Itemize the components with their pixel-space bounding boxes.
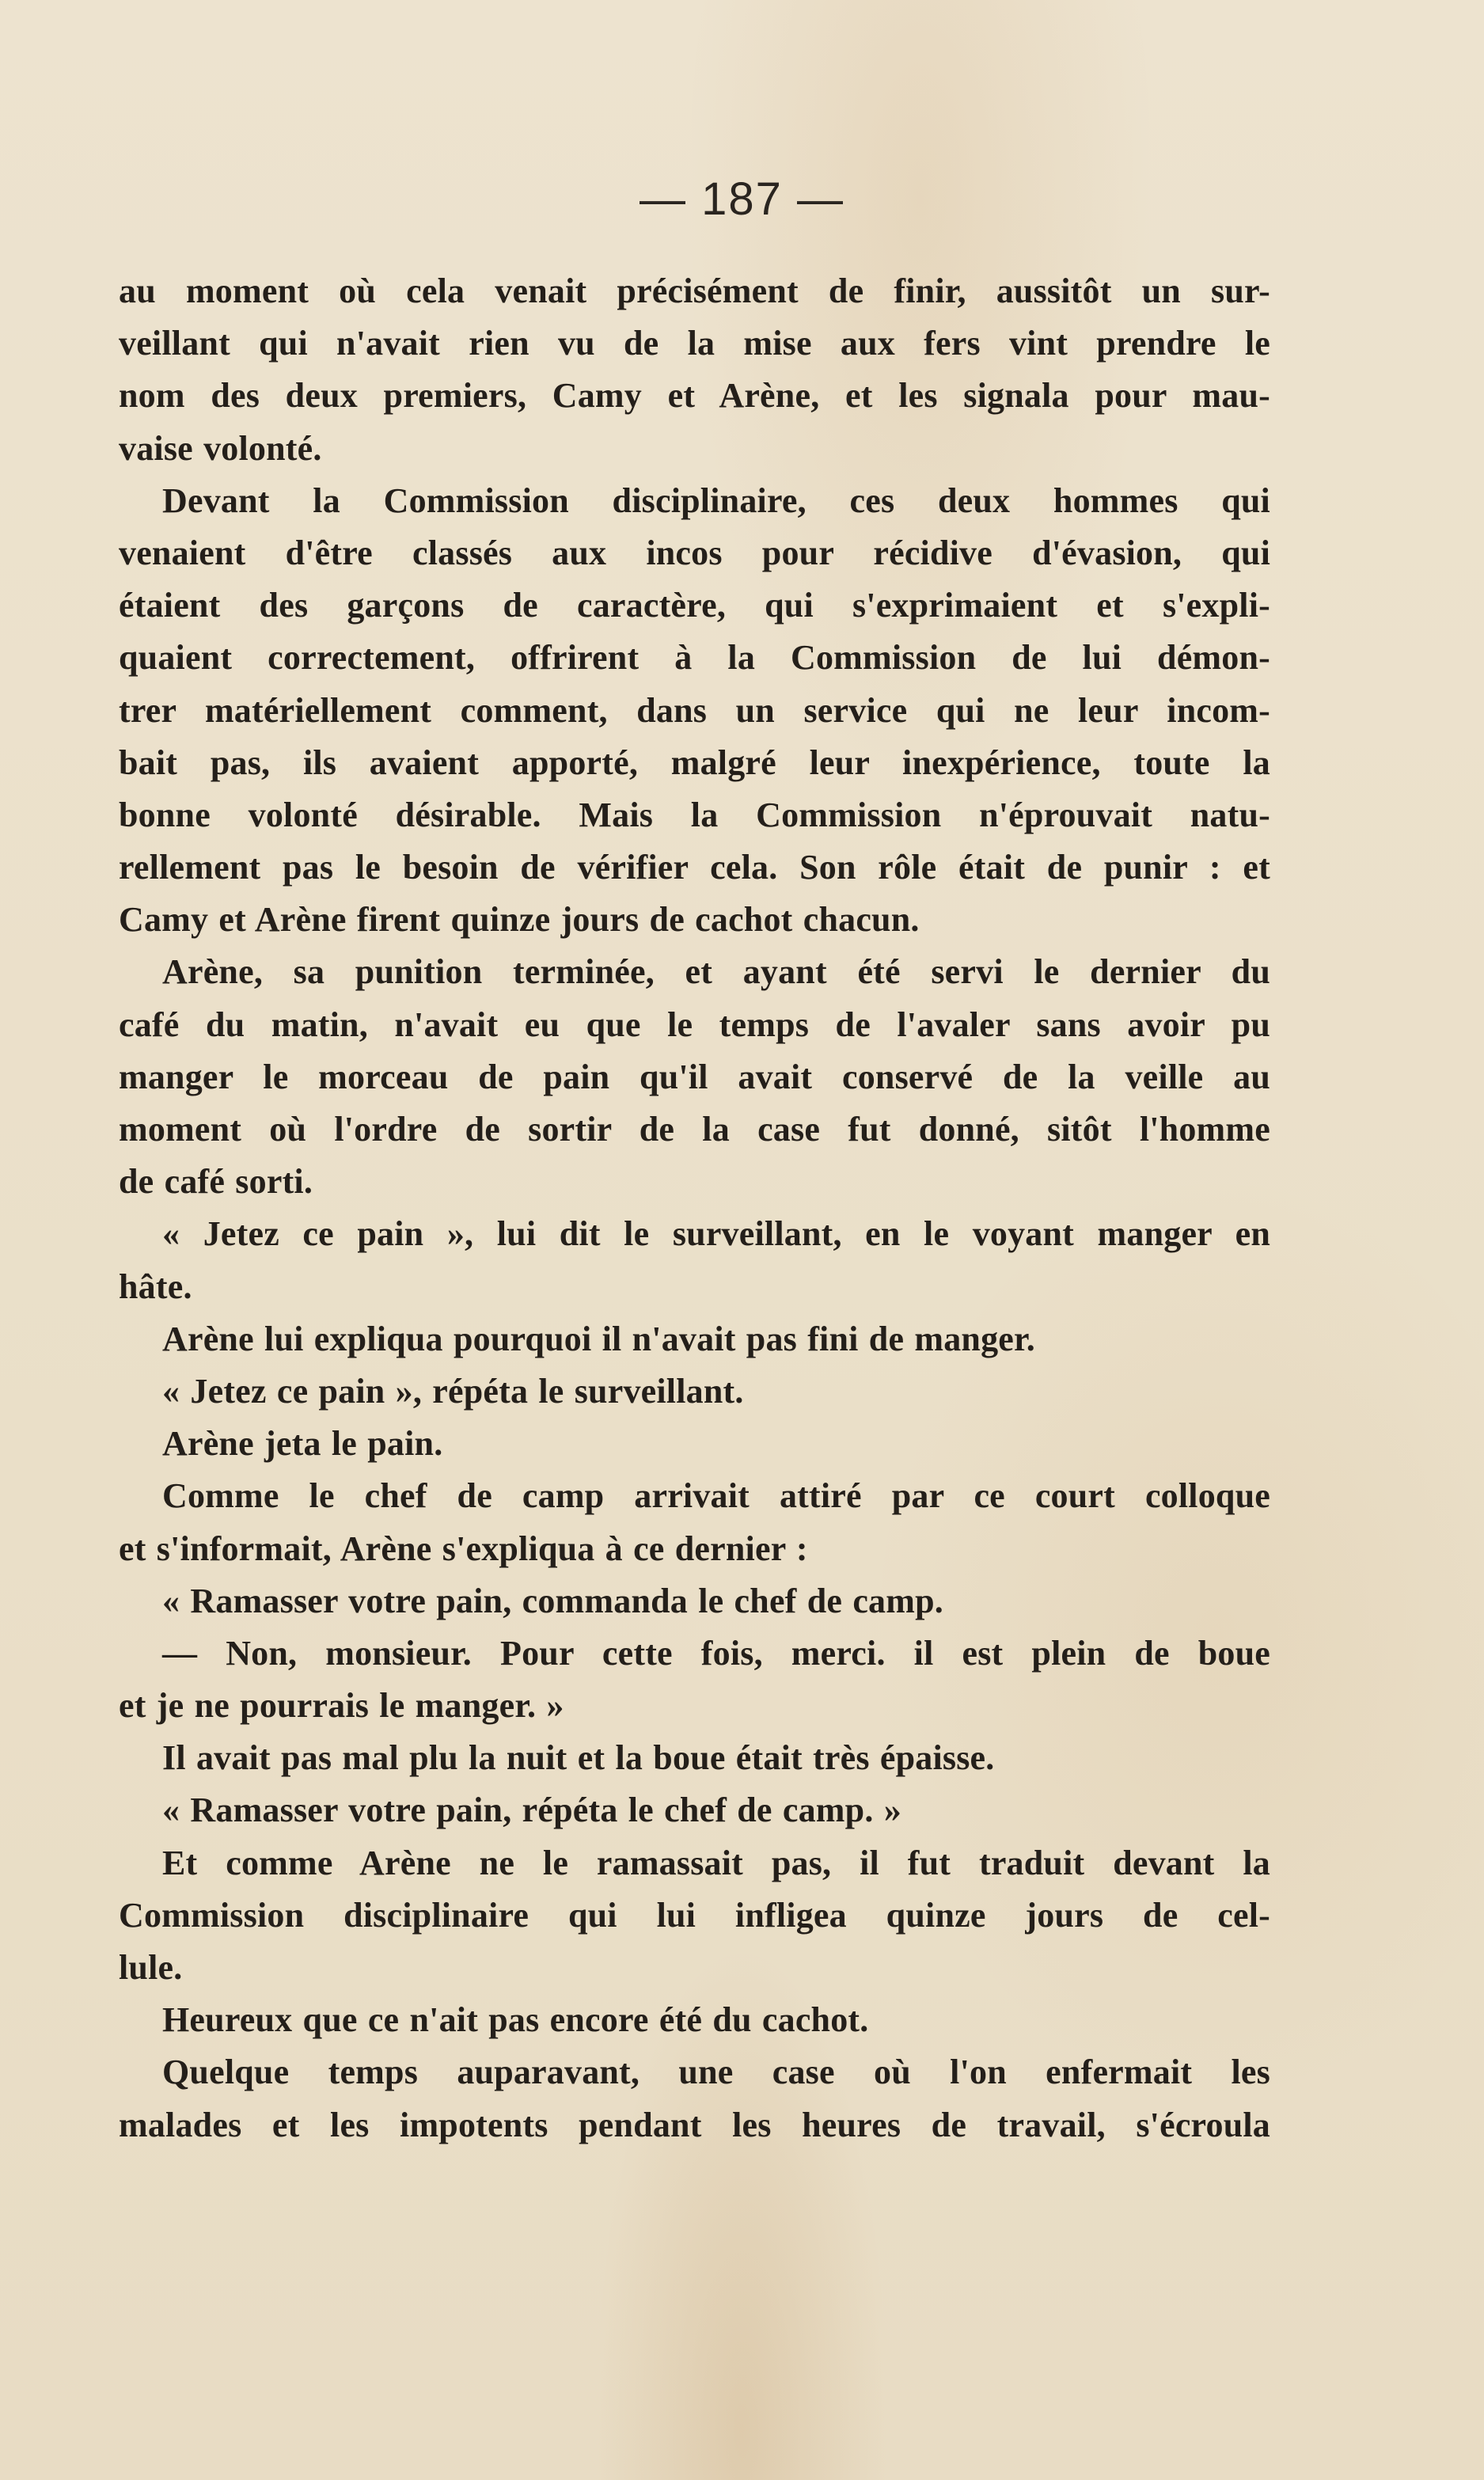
text-line: hâte. — [119, 1267, 192, 1306]
text-line: nom des deux premiers, Camy et Arène, et les signala pour mau- — [119, 376, 1270, 416]
body-text — [119, 265, 1270, 2151]
paragraph-first-line: Arène jeta le pain. — [162, 1424, 443, 1464]
text-line: bonne volonté désirable. Mais la Commission n'éprouvait natu- — [119, 795, 1270, 834]
paragraph-first-line: « Jetez ce pain », répéta le surveillant. — [162, 1371, 744, 1411]
text-line: étaient des garçons de caractère, qui s'exprimaient et s'expli- — [119, 586, 1270, 625]
text-line: trer matériellement comment, dans un service qui ne leur incom- — [119, 690, 1270, 730]
paragraph-first-line: « Ramasser votre pain, commanda le chef de camp. — [162, 1581, 943, 1620]
text-line: de café sorti. — [119, 1162, 313, 1202]
paragraph-first-line: Comme le chef de camp arrivait attiré par ce court colloque — [162, 1476, 1270, 1516]
text-line: moment où l'ordre de sortir de la case fut donné, sitôt l'homme — [119, 1110, 1270, 1149]
paragraph-first-line: « Ramasser votre pain, répéta le chef de camp. » — [162, 1791, 901, 1830]
text-line: rellement pas le besoin de vérifier cela. Son rôle était de punir : et — [119, 848, 1270, 887]
paragraph-first-line: Et comme Arène ne le ramassait pas, il fut traduit devant la — [162, 1843, 1270, 1882]
paragraph-first-line: Arène lui expliqua pourquoi il n'avait pas fini de manger. — [162, 1319, 1035, 1358]
paragraph-first-line: « Jetez ce pain », lui dit le surveillant, en le voyant manger en — [162, 1214, 1270, 1254]
paragraph-first-line: Il avait pas mal plu la nuit et la boue était très épaisse. — [162, 1738, 995, 1778]
paragraph-first-line: — Non, monsieur. Pour cette fois, merci. il est plein de boue — [162, 1633, 1270, 1673]
text-line: malades et les impotents pendant les heures de travail, s'écroula — [119, 2105, 1270, 2144]
paragraph-first-line: Devant la Commission disciplinaire, ces deux hommes qui — [162, 480, 1270, 520]
text-line: et s'informait, Arène s'expliqua à ce dernier : — [119, 1529, 808, 1568]
text-line: venaient d'être classés aux incos pour récidive d'évasion, qui — [119, 533, 1270, 572]
text-line: vaise volonté. — [119, 428, 322, 468]
text-line: Camy et Arène firent quinze jours de cachot chacun. — [119, 900, 920, 940]
text-line: quaient correctement, offrirent à la Commission de lui démon- — [119, 638, 1270, 678]
text-line: lule. — [119, 1948, 183, 1987]
text-line: Commission disciplinaire qui lui infligea quinze jours de cel- — [119, 1895, 1270, 1935]
page-number: — 187 — — [640, 173, 844, 225]
paragraph-first-line: Heureux que ce n'ait pas encore été du cachot. — [162, 2000, 869, 2040]
text-line: veillant qui n'avait rien vu de la mise aux fers vint prendre le — [119, 324, 1270, 363]
paragraph-first-line: Arène, sa punition terminée, et ayant été servi le dernier du — [162, 952, 1270, 992]
text-line: manger le morceau de pain qu'il avait conservé de la veille au — [119, 1057, 1270, 1096]
text-line: café du matin, n'avait eu que le temps de l'avaler sans avoir pu — [119, 1005, 1270, 1044]
paragraph-first-line: Quelque temps auparavant, une case où l'on enfermait les — [162, 2053, 1270, 2092]
text-line: et je ne pourrais le manger. » — [119, 1686, 564, 1726]
text-line: au moment où cela venait précisément de finir, aussitôt un sur- — [119, 272, 1270, 310]
text-line: bait pas, ils avaient apporté, malgré leur inexpérience, toute la — [119, 742, 1270, 782]
